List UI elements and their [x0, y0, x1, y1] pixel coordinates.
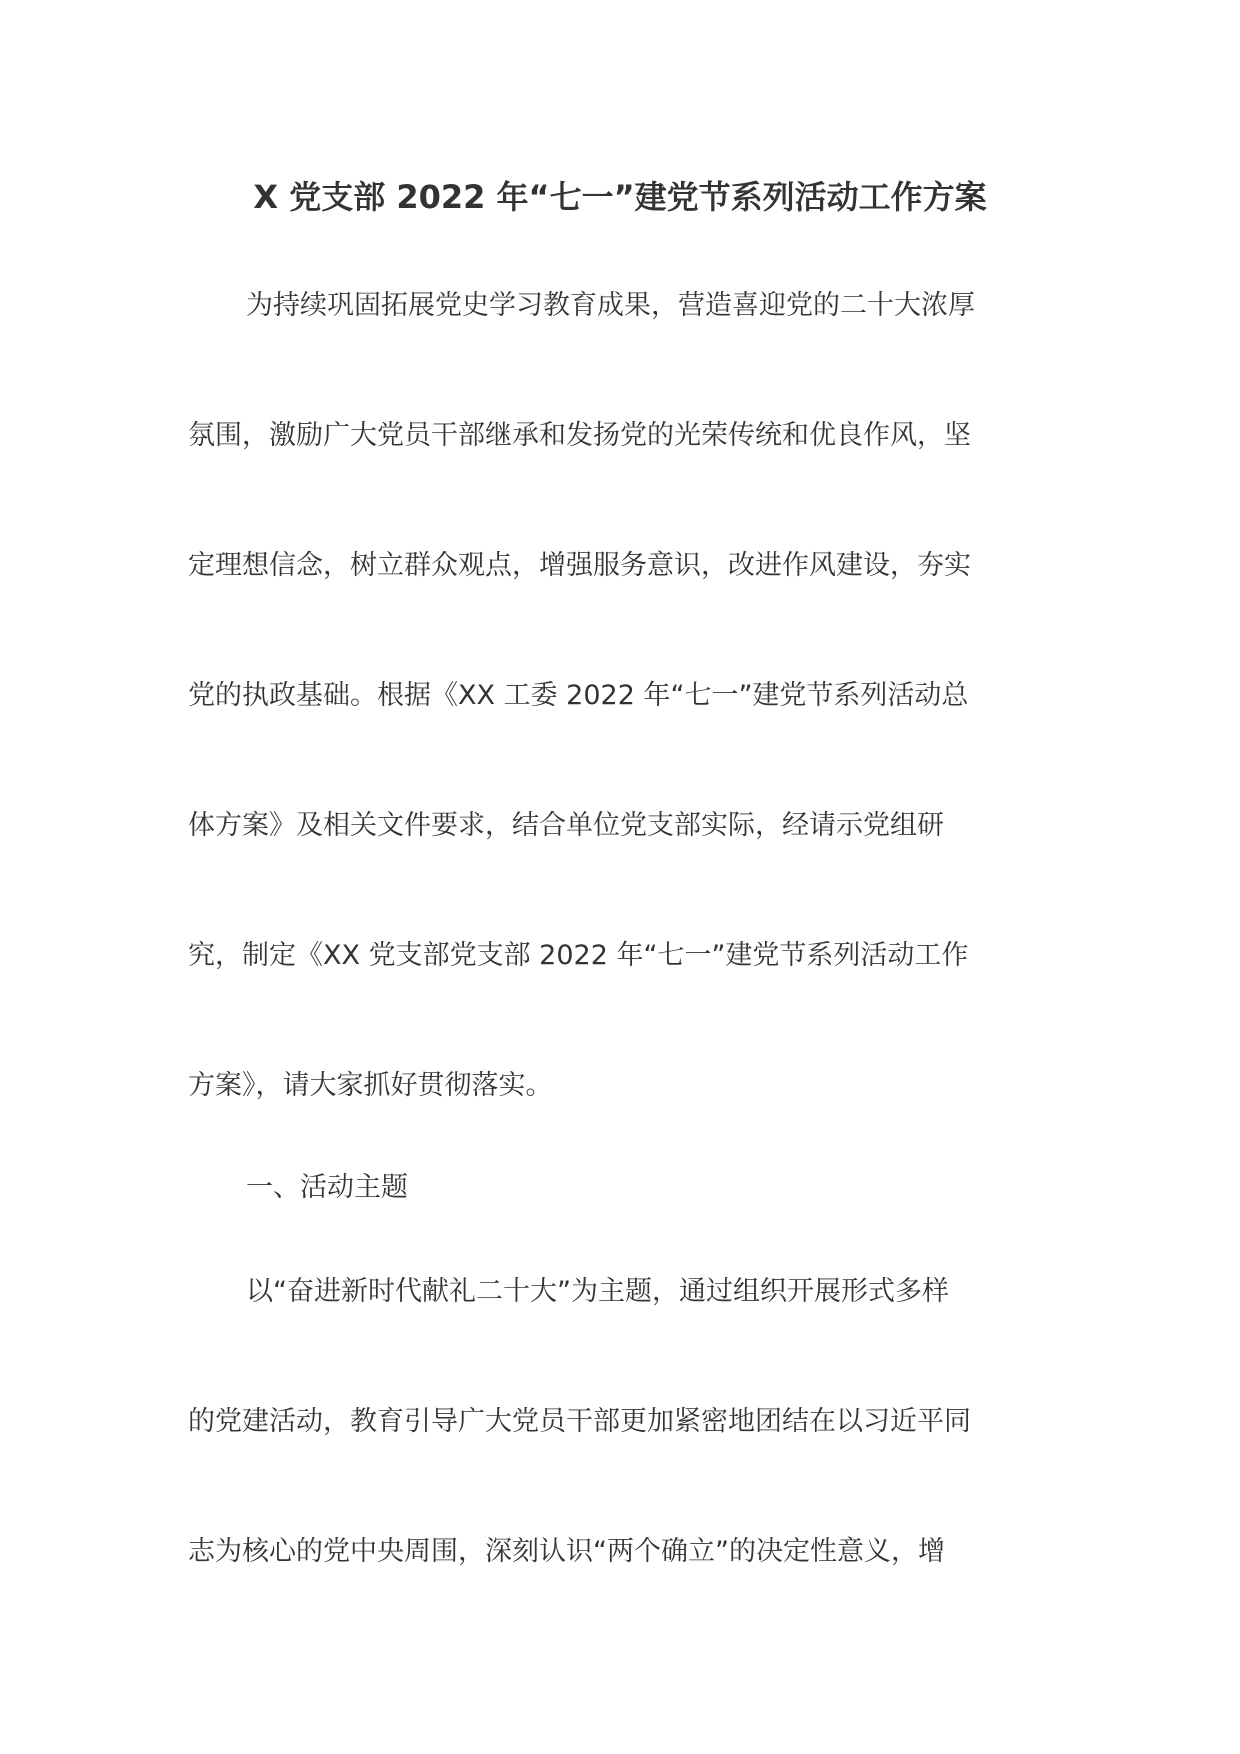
document-title: X 党支部 2022 年“七一”建党节系列活动工作方案 — [253, 178, 987, 216]
section-paragraph-line: 的党建活动，教育引导广大党员干部更加紧密地团结在以习近平同 — [188, 1406, 971, 1437]
intro-paragraph-line: 为持续巩固拓展党史学习教育成果，营造喜迎党的二十大浓厚 — [246, 290, 975, 321]
intro-paragraph-line: 党的执政基础。根据《XX 工委 2022 年“七一”建党节系列活动总 — [188, 680, 969, 711]
intro-paragraph-line: 方案》，请大家抓好贯彻落实。 — [188, 1070, 553, 1101]
intro-paragraph-line: 体方案》及相关文件要求，结合单位党支部实际，经请示党组研 — [188, 810, 944, 841]
intro-paragraph-line: 究，制定《XX 党支部党支部 2022 年“七一”建党节系列活动工作 — [188, 940, 969, 971]
section-heading: 一、活动主题 — [246, 1172, 408, 1203]
intro-paragraph-line: 氛围，激励广大党员干部继承和发扬党的光荣传统和优良作风，坚 — [188, 420, 971, 451]
section-paragraph-line: 志为核心的党中央周围，深刻认识“两个确立”的决定性意义，增 — [188, 1536, 945, 1567]
intro-paragraph-line: 定理想信念，树立群众观点，增强服务意识，改进作风建设，夯实 — [188, 550, 971, 581]
section-paragraph-line: 以“奋进新时代献礼二十大”为主题，通过组织开展形式多样 — [246, 1276, 949, 1307]
